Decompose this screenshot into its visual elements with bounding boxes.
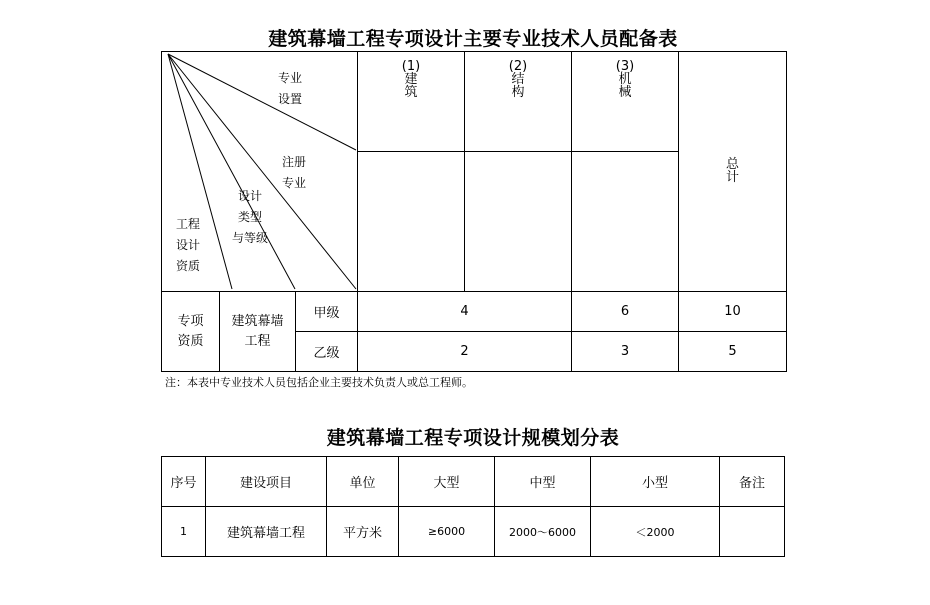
row-remarks [720, 507, 785, 557]
design-type-label: 设计 类型 与等级 [232, 189, 269, 245]
empty-cell [465, 152, 572, 292]
diagonal-corner-cell [162, 52, 358, 292]
header-large: 大型 [399, 457, 495, 507]
header-small: 小型 [591, 457, 720, 507]
grade-a-arch-struct-value: 4 [358, 292, 572, 332]
major-setting-label: 专业 设置 [278, 71, 303, 106]
table1-note: 注：本表中专业技术人员包括企业主要技术负责人或总工程师。 [165, 376, 473, 389]
scale-classification-table [161, 456, 785, 557]
column-structure: (2) 结 构 [465, 52, 572, 152]
column-mechanical: (3) 机 械 [572, 52, 679, 152]
row-small: ＜2000 [591, 507, 720, 557]
registered-major-label: 注册 专业 [282, 155, 307, 190]
header-remarks: 备注 [720, 457, 785, 507]
staffing-table [161, 51, 787, 372]
row-large: ≥6000 [399, 507, 495, 557]
empty-cell [358, 152, 465, 292]
row-project: 建筑幕墙工程 [206, 507, 327, 557]
column-architecture: (1) 建 筑 [358, 52, 465, 152]
curtain-wall-engineering-label: 建筑幕墙 工程 [220, 292, 296, 372]
grade-b-label: 乙级 [296, 332, 358, 372]
table2-title: 建筑幕墙工程专项设计规模划分表 [326, 427, 620, 449]
empty-cell [572, 152, 679, 292]
grade-b-arch-struct-value: 2 [358, 332, 572, 372]
engineering-qualification-label: 工程 设计 资质 [176, 217, 201, 273]
row-medium: 2000～6000 [495, 507, 591, 557]
grade-a-label: 甲级 [296, 292, 358, 332]
row-serial: 1 [162, 507, 206, 557]
header-project: 建设项目 [206, 457, 327, 507]
grade-a-total-value: 10 [679, 292, 787, 332]
header-serial: 序号 [162, 457, 206, 507]
table1-title: 建筑幕墙工程专项设计主要专业技术人员配备表 [268, 28, 678, 50]
grade-b-total-value: 5 [679, 332, 787, 372]
special-qualification-label: 专项 资质 [162, 292, 220, 372]
grade-a-mech-value: 6 [572, 292, 679, 332]
grade-b-mech-value: 3 [572, 332, 679, 372]
row-unit: 平方米 [327, 507, 399, 557]
column-total: 总 计 [679, 52, 787, 292]
header-unit: 单位 [327, 457, 399, 507]
header-medium: 中型 [495, 457, 591, 507]
